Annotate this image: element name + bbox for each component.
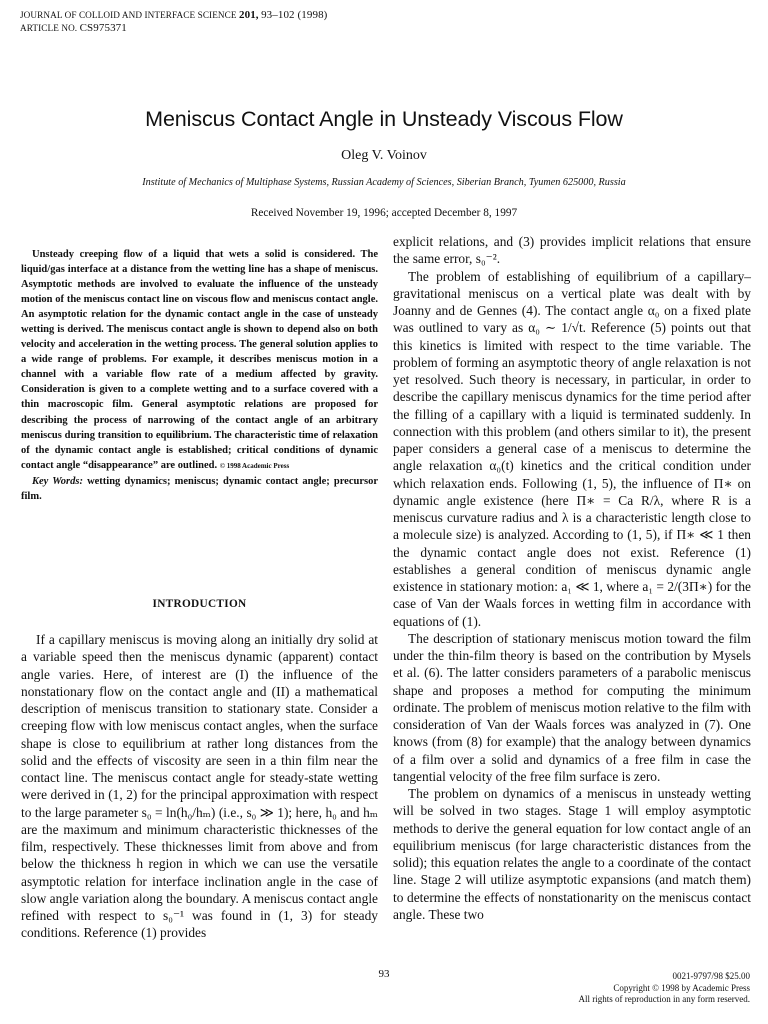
intro-paragraph-1: If a capillary meniscus is moving along an initially dry solid at a variable speed then the meniscus dynamic (apparent) contact angle varies. Here, of interest are (I) the influence of the nonstationary flow on the contact angle and (II) a mathematical description of meniscus transition to stationary state. Consider a creeping flow with low meniscus contact angles, when the surface shape is close to equilibrium at rather long distances from the solid and the effects of viscosity are seen in a thin film near the contact line. The meniscus contact angle for steady-state wetting were derived in (1, 2) for the principal approximation with respect to the large parameter s₀ = ln(h₀/hₘ) (i.e., s₀ ≫ 1); here, h₀ and hₘ are the maximum and minimum characteristic thicknesses of the film, respectively. These thicknesses limit from above and from below the thickness h region in which we can use the versatile asymptotic relation for interface inclination angle in the case of slow angle variation along the boundary. A meniscus contact angle refined with respect to s₀⁻¹ was found in (1, 3) for steady conditions. Reference (1) provides (21, 632, 378, 941)
article-number-line (20, 22, 327, 35)
abstract-body (21, 247, 378, 474)
journal-volume: 201, (239, 9, 259, 21)
paper-title: Meniscus Contact Angle in Unsteady Viscous Flow (145, 107, 623, 131)
section-heading-introduction: INTRODUCTION (152, 598, 247, 610)
author-affiliation: Institute of Mechanics of Multiphase Systems, Russian Academy of Sciences, Siberian Branch, Tyumen 625000, Russia (142, 177, 626, 188)
footer-rights: All rights of reproduction in any form reserved. (578, 994, 750, 1004)
right-paragraph-1: explicit relations, and (3) provides implicit relations that ensure the same error, s₀⁻². (393, 234, 751, 267)
journal-citation (20, 9, 327, 22)
right-paragraph-4: The problem on dynamics of a meniscus in unsteady wetting will be solved in two stages. Stage 1 will employ asymptotic methods to derive the general equation for low contact angle of an equilibrium meniscus (for large characteristic distances from the solid); this equation relates the angle to a coordinate of the contact line. Stage 2 will utilize asymptotic expansions (and match them) to determine the effects of nonstationarity on the meniscus contact angle. These two (393, 786, 751, 922)
footer-copyright-line: Copyright © 1998 by Academic Press (613, 982, 750, 993)
right-paragraph-3: The description of stationary meniscus motion toward the film under the thin-film theory is based on the contribution by Mysels et al. (6). The latter considers parameters of a parabolic meniscus shape and proposes a method for computing the minimum ordinate. The problem of meniscus motion relative to the film with consideration of Van der Waals forces was analyzed in (7). One knows (from (8) for example) that the analogy between dynamics of a film over a solid and dynamics of a free film in case the tangential velocity of the free film surface is zero. (393, 630, 751, 784)
article-number: CS975371 (79, 22, 127, 34)
right-paragraph-2: The problem of establishing of equilibrium of a capillary–gravitational meniscus on a vertical plate was dealt with by Joanny and de Gennes (4). The contact angle α₀ on a fixed plate was outlined to vary as α₀ ∼ 1/√t. Reference (5) points out that this kinetics is limited with respect to the time variable. The problem of forming an asymptotic theory of angle relaxation is not yet resolved. Such theory is necessary, in particular, in order to describe the capillary meniscus dynamics for the time period after the filling of a capillary with a liquid is terminated suddenly. In connection with this problem (and others similar to it), the present paper considers a general case of a meniscus to determine the angle relaxation α₀(t) kinetics and the critical condition under which relaxation ends. Following (1, 5), the influence of Π∗ on dynamic angle existence (here Π∗ = Ca R/λ, where R is a meniscus curvature radius and λ is a characteristic length close to a molecule size) is analyzed. According to (1, 5), if Π∗ ≪ 1 then the dynamic contact angle does not exist. Reference (1) establishes a general condition of meniscus dynamic angle existence in stationary motion: a₁ ≪ 1, where a₁ = 2/(3Π∗) for the case of Van der Waals forces in wetting film in accordance with equations of (1). (393, 268, 751, 629)
abstract (21, 247, 378, 504)
keywords (21, 474, 378, 504)
author-name: Oleg V. Voinov (341, 148, 427, 163)
journal-pages: 93–102 (1998) (261, 9, 328, 21)
page-number: 93 (378, 968, 390, 980)
abstract-text: Unsteady creeping flow of a liquid that wets a solid is considered. The liquid/gas interface at a distance from the wetting line has a shape of meniscus. Asymptotic methods are involved to evaluate the influence of the unsteady motion of the meniscus contact line on viscous flow and meniscus contact angle. An asymptotic relation for the dynamic contact angle in the case of unsteady wetting is derived. The meniscus contact angle is shown to depend also on both velocity and acceleration in the wetting process. The general solution applies to a wide range of problems. For example, it describes meniscus motion in a channel with a variable flow rate of a medium affected by gravity. Consideration is given to a complete wetting and to a surface covered with a thin macroscopic film. General asymptotic relations are proposed for describing the process of narrowing of the contact angle of an arbitrary meniscus during transition to equilibrium. The characteristic time of relaxation of the dynamic contact angle is established; critical conditions of dynamic contact angle “disappearance” are outlined. (21, 249, 378, 471)
footer-copyright (579, 971, 750, 1006)
footer-issn: 0021-9797/98 $25.00 (672, 971, 750, 981)
introduction-body (21, 631, 378, 942)
journal-header (20, 9, 327, 35)
received-dates: Received November 19, 1996; accepted December 8, 1997 (250, 207, 518, 219)
keywords-text: wetting dynamics; meniscus; dynamic contact angle; precursor film. (21, 475, 378, 502)
abstract-copyright: © 1998 Academic Press (219, 461, 290, 470)
right-column (393, 233, 751, 923)
article-label: ARTICLE NO. (20, 23, 78, 33)
journal-name: JOURNAL OF COLLOID AND INTERFACE SCIENCE (20, 10, 237, 20)
keywords-label: Key Words: (32, 475, 83, 487)
